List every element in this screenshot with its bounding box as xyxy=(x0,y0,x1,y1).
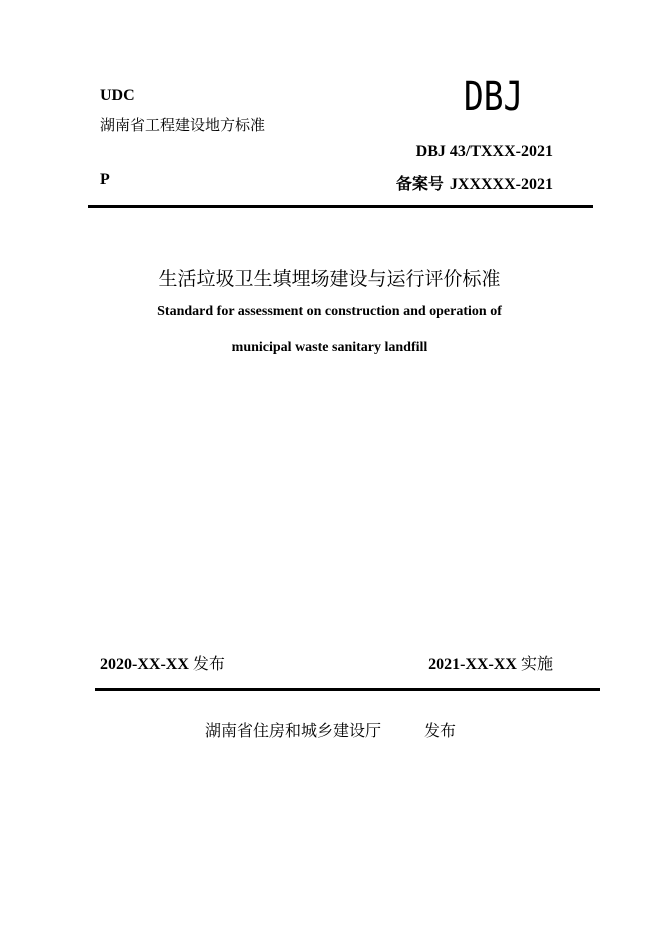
issue-label: 发布 xyxy=(192,654,225,673)
local-standard-label: 湖南省工程建设地方标准 xyxy=(100,116,266,134)
implement-date-value: 2021-XX-XX xyxy=(428,656,517,673)
issue-date-value: 2020-XX-XX xyxy=(100,656,189,673)
classification-code: P xyxy=(100,171,110,188)
implement-label: 实施 xyxy=(520,654,553,673)
title-english-line-1: Standard for assessment on construction and operation of xyxy=(157,304,502,319)
record-label: 备案号 xyxy=(395,174,444,193)
record-number-value: JXXXXX-2021 xyxy=(449,176,553,193)
dbj-mark: DBJ xyxy=(464,74,524,120)
standard-number: DBJ 43/TXXX-2021 xyxy=(415,143,553,160)
bottom-divider xyxy=(95,688,600,691)
top-divider xyxy=(88,205,593,208)
issue-date xyxy=(100,651,225,674)
record-number xyxy=(396,171,553,194)
title-chinese: 生活垃圾卫生填埋场建设与运行评价标准 xyxy=(158,268,501,290)
publish-label: 发布 xyxy=(424,721,457,740)
title-english-line-2: municipal waste sanitary landfill xyxy=(231,340,428,355)
udc-label: UDC xyxy=(100,87,135,104)
publisher-name: 湖南省住房和城乡建设厅 xyxy=(205,721,382,740)
implement-date xyxy=(428,651,553,674)
